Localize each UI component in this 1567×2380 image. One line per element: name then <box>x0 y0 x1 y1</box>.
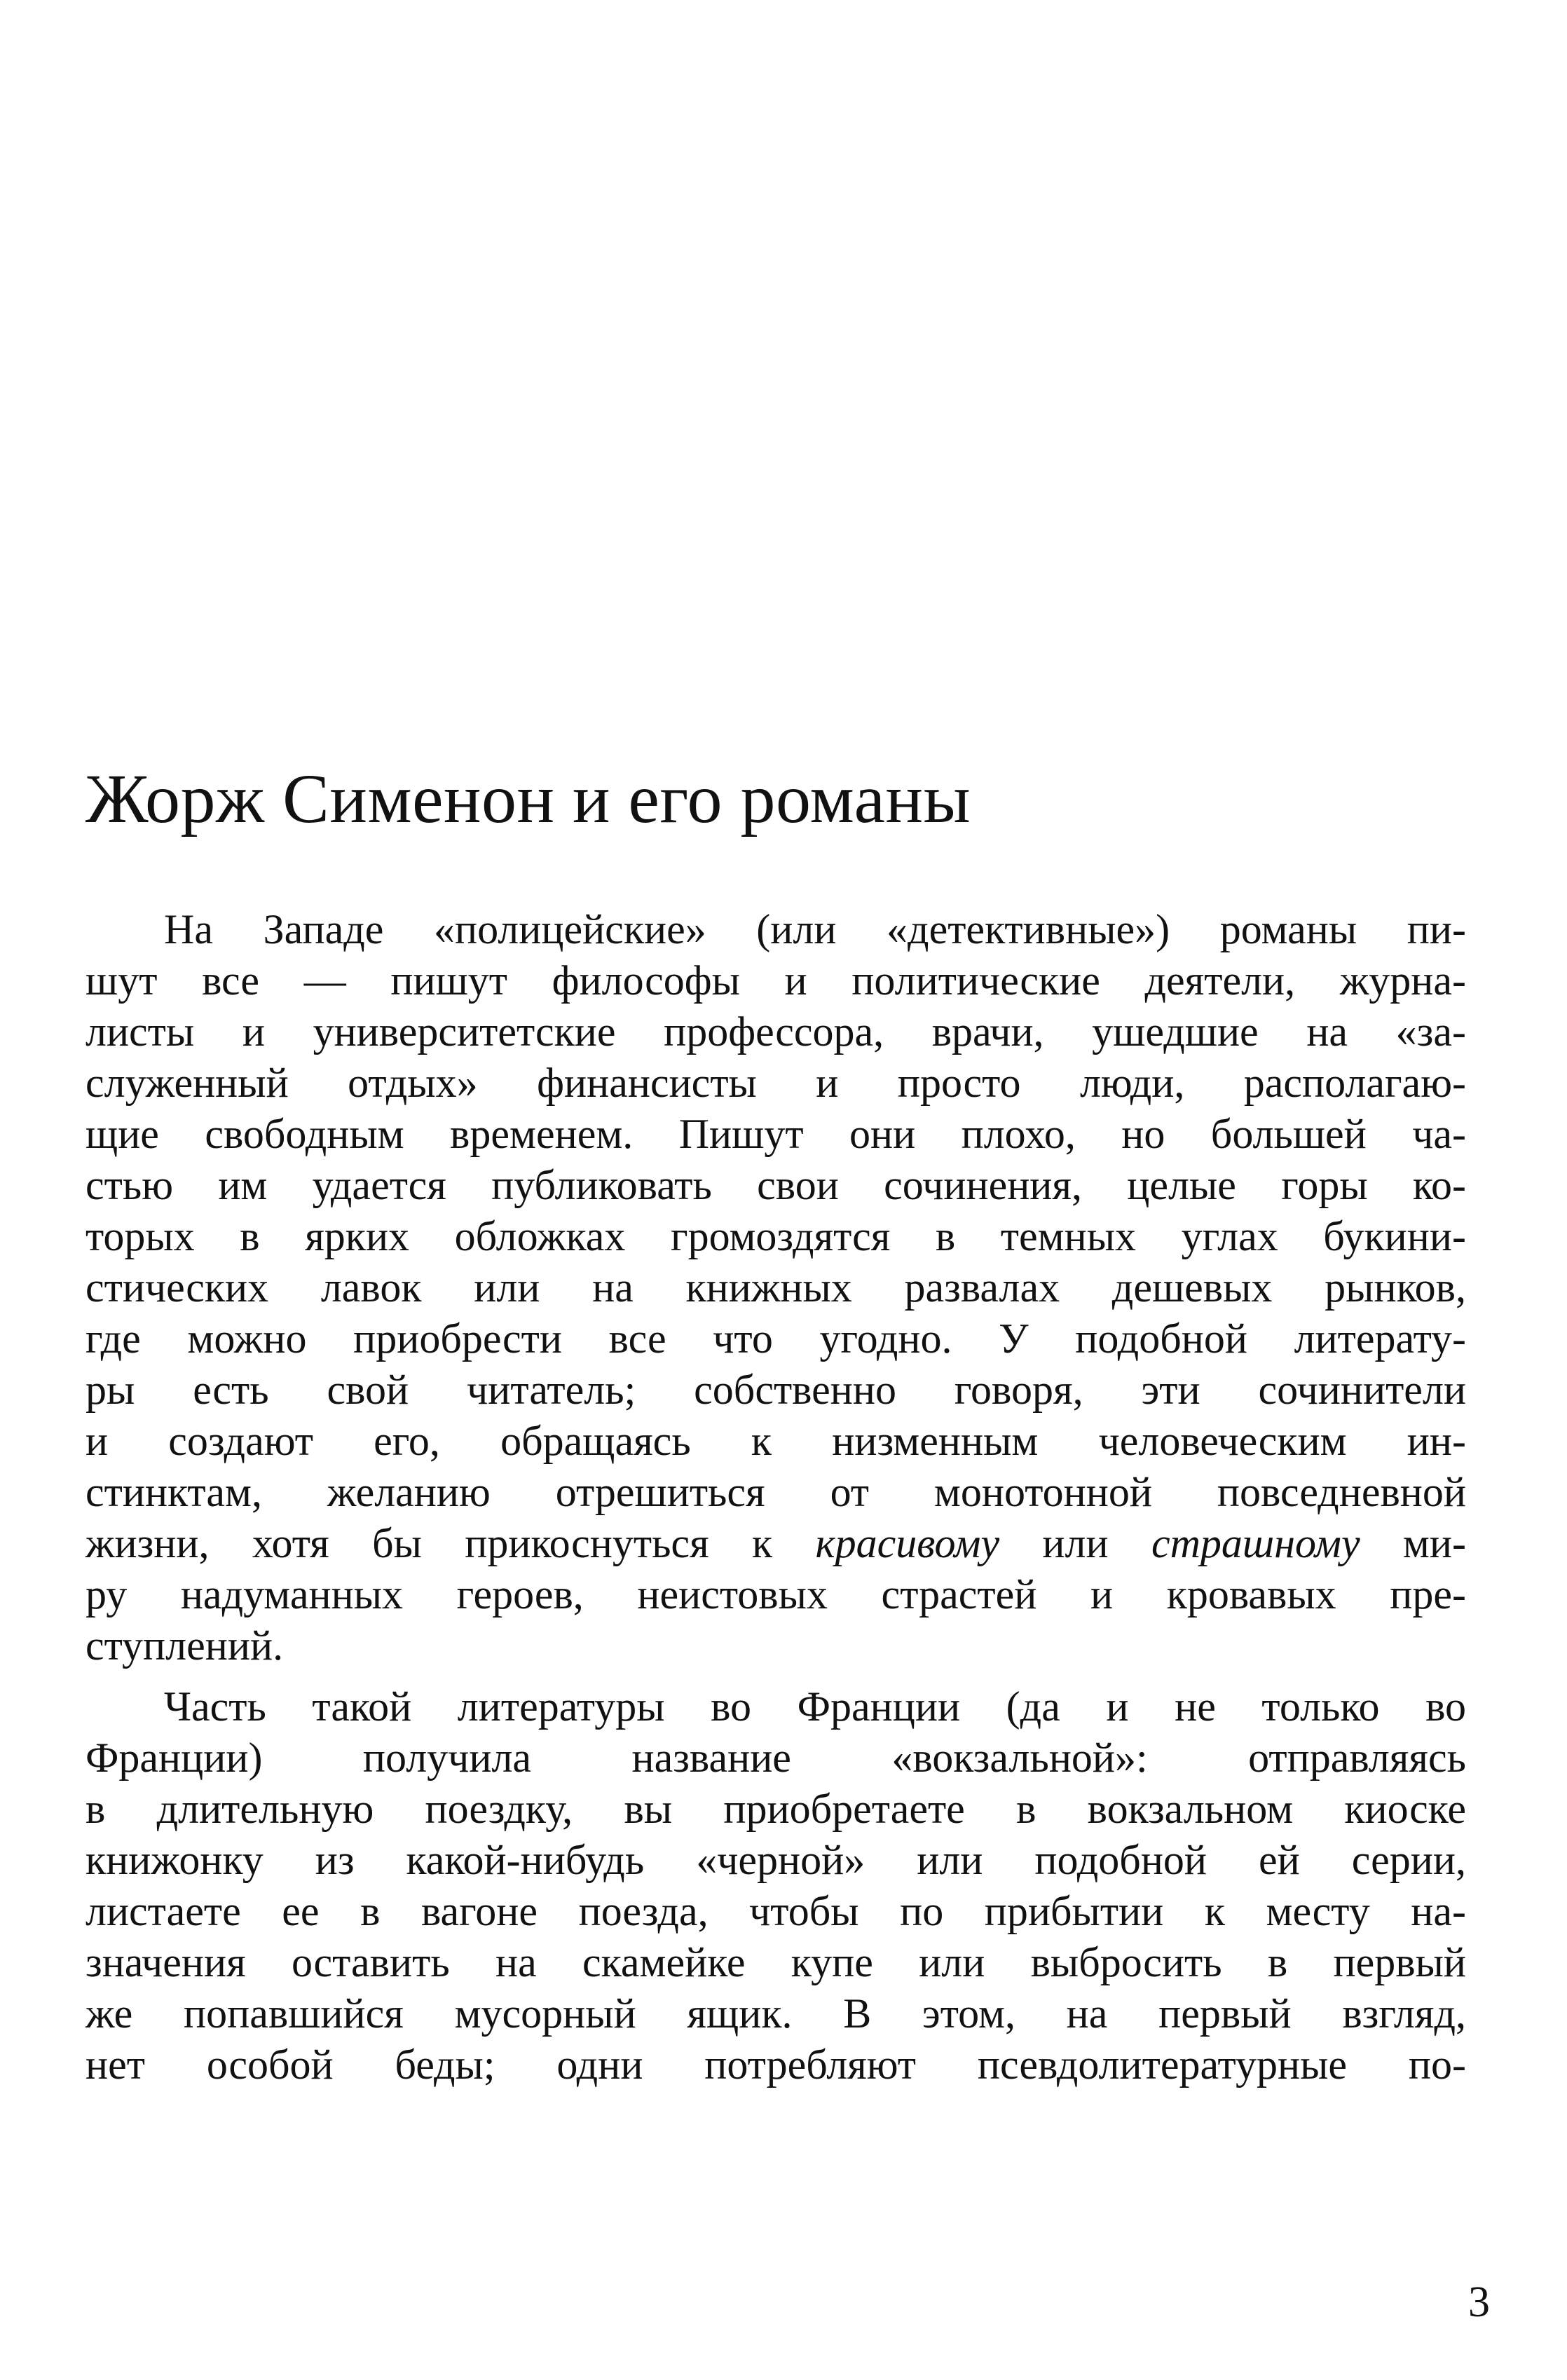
text-line: щие свободным временем. Пишут они плохо, но большей ча- <box>85 1111 1466 1157</box>
text-run: жизни, хотя бы прикоснуться к <box>85 1520 816 1566</box>
text-line: книжонку из какой-нибудь «черной» или подобной ей серии, <box>85 1837 1466 1883</box>
text-line: На Западе «полицейские» (или «детективные») романы пи- <box>164 906 1466 952</box>
text-line: листаете ее в вагоне поезда, чтобы по прибытии к месту на- <box>85 1888 1466 1934</box>
text-line: Часть такой литературы во Франции (да и не только во <box>164 1683 1466 1730</box>
text-run: ми- <box>1360 1520 1466 1566</box>
text-line: листы и университетские профессора, врачи, ушедшие на «за- <box>85 1008 1466 1055</box>
emphasis-text: красивому <box>815 1520 1000 1566</box>
text-line-with-emphasis <box>85 1518 1466 1569</box>
text-line: шут все — пишут философы и политические деятели, журна- <box>85 957 1466 1004</box>
body-text <box>85 904 1466 2091</box>
text-line: ступлений. <box>85 1622 284 1669</box>
text-line: торых в ярких обложках громоздятся в темных углах букини- <box>85 1213 1466 1259</box>
chapter-title: Жорж Сименон и его романы <box>85 760 971 837</box>
text-line: ры есть свой читатель; собственно говоря, эти сочинители <box>85 1367 1466 1413</box>
text-line: стических лавок или на книжных развалах дешевых рынков, <box>85 1264 1466 1311</box>
page-number: 3 <box>1468 2278 1490 2326</box>
text-line: где можно приобрести все что угодно. У подобной литерату- <box>85 1315 1466 1362</box>
text-line: Франции) получила название «вокзальной»: отправляясь <box>85 1735 1466 1781</box>
text-line: нет особой беды; одни потребляют псевдолитературные по- <box>85 2042 1466 2088</box>
text-line: и создают его, обращаясь к низменным человеческим ин- <box>85 1418 1466 1464</box>
emphasis-text: страшному <box>1151 1520 1360 1566</box>
text-line: стинктам, желанию отрешиться от монотонной повседневной <box>85 1469 1466 1515</box>
text-run: или <box>999 1520 1151 1566</box>
text-line: ру надуманных героев, неистовых страстей и кровавых пре- <box>85 1571 1466 1618</box>
text-line: же попавшийся мусорный ящик. В этом, на первый взгляд, <box>85 1990 1466 2037</box>
text-line: в длительную поездку, вы приобретаете в вокзальном киоске <box>85 1786 1466 1832</box>
text-line: значения оставить на скамейке купе или выбросить в первый <box>85 1939 1466 1985</box>
text-line: служенный отдых» финансисты и просто люди, располагаю- <box>85 1060 1466 1106</box>
text-line: стью им удается публиковать свои сочинения, целые горы ко- <box>85 1162 1466 1208</box>
